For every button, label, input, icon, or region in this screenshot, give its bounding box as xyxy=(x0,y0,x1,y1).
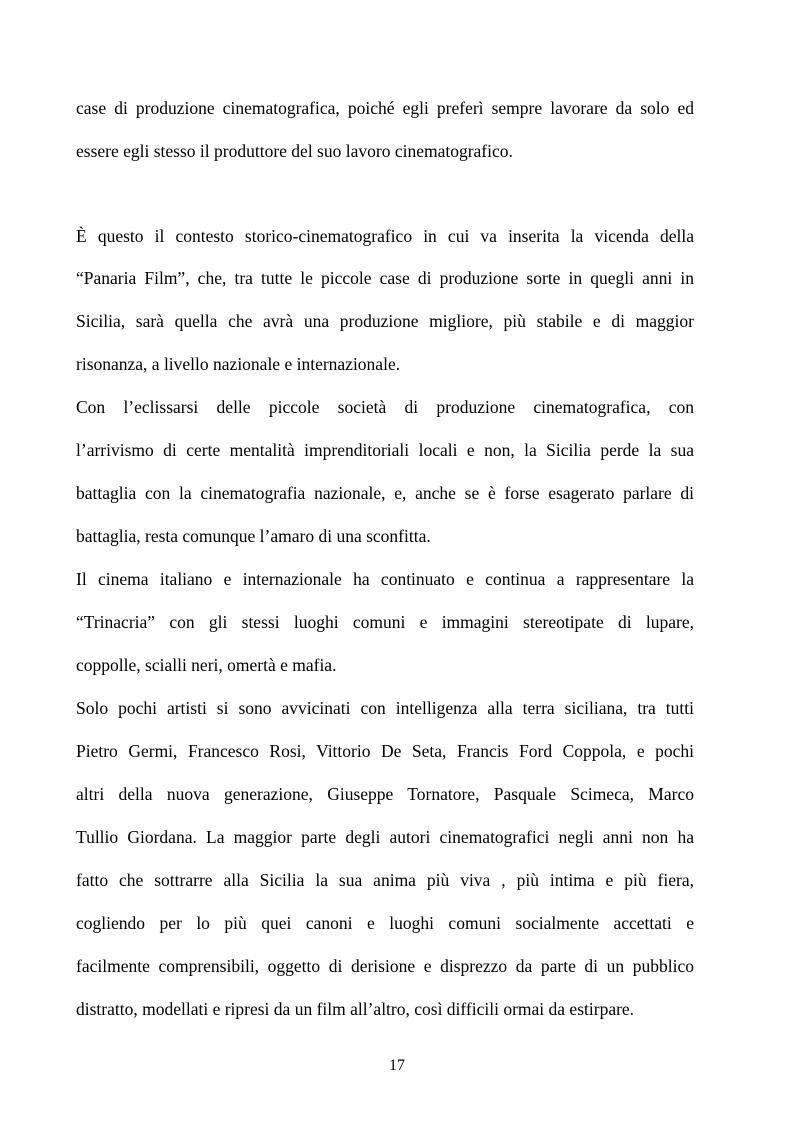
text-line: battaglia, resta comunque l’amaro di una sconfitta. xyxy=(76,526,431,546)
text-line: È questo il contesto storico-cinematografico in cui va inserita la vicenda della xyxy=(76,226,694,246)
text-line: Sicilia, sarà quella che avrà una produzione migliore, più stabile e di maggior xyxy=(76,311,694,331)
text-line: Il cinema italiano e internazionale ha continuato e continua a rappresentare la xyxy=(76,569,694,589)
text-line: distratto, modellati e ripresi da un film all’altro, così difficili ormai da estirpare. xyxy=(76,999,635,1019)
text-line: fatto che sottrarre alla Sicilia la sua anima più viva , più intima e più fiera, xyxy=(76,870,694,890)
text-line: Tullio Giordana. La maggior parte degli autori cinematografici negli anni non ha xyxy=(76,827,694,847)
text-line: risonanza, a livello nazionale e internazionale. xyxy=(76,354,401,374)
page-number: 17 xyxy=(389,1057,405,1074)
text-line: essere egli stesso il produttore del suo lavoro cinematografico. xyxy=(76,141,513,161)
text-line: coppolle, scialli neri, omertà e mafia. xyxy=(76,655,337,675)
text-line: l’arrivismo di certe mentalità imprenditoriali locali e non, la Sicilia perde la sua xyxy=(76,440,694,460)
text-line: battaglia con la cinematografia nazionale, e, anche se è forse esagerato parlare di xyxy=(76,483,694,503)
text-line: cogliendo per lo più quei canoni e luoghi comuni socialmente accettati e xyxy=(76,913,694,933)
text-line: altri della nuova generazione, Giuseppe Tornatore, Pasquale Scimeca, Marco xyxy=(76,784,694,804)
text-line: Pietro Germi, Francesco Rosi, Vittorio De Seta, Francis Ford Coppola, e pochi xyxy=(76,741,694,761)
text-line: facilmente comprensibili, oggetto di derisione e disprezzo da parte di un pubblico xyxy=(76,956,694,976)
text-line: Solo pochi artisti si sono avvicinati con intelligenza alla terra siciliana, tra tutti xyxy=(76,698,694,718)
text-line: case di produzione cinematografica, poiché egli preferì sempre lavorare da solo ed xyxy=(76,98,694,118)
text-line: Con l’eclissarsi delle piccole società di produzione cinematografica, con xyxy=(76,397,694,417)
text-line: “Panaria Film”, che, tra tutte le piccole case di produzione sorte in quegli anni in xyxy=(76,268,694,288)
text-line: “Trinacria” con gli stessi luoghi comuni e immagini stereotipate di lupare, xyxy=(76,612,694,632)
